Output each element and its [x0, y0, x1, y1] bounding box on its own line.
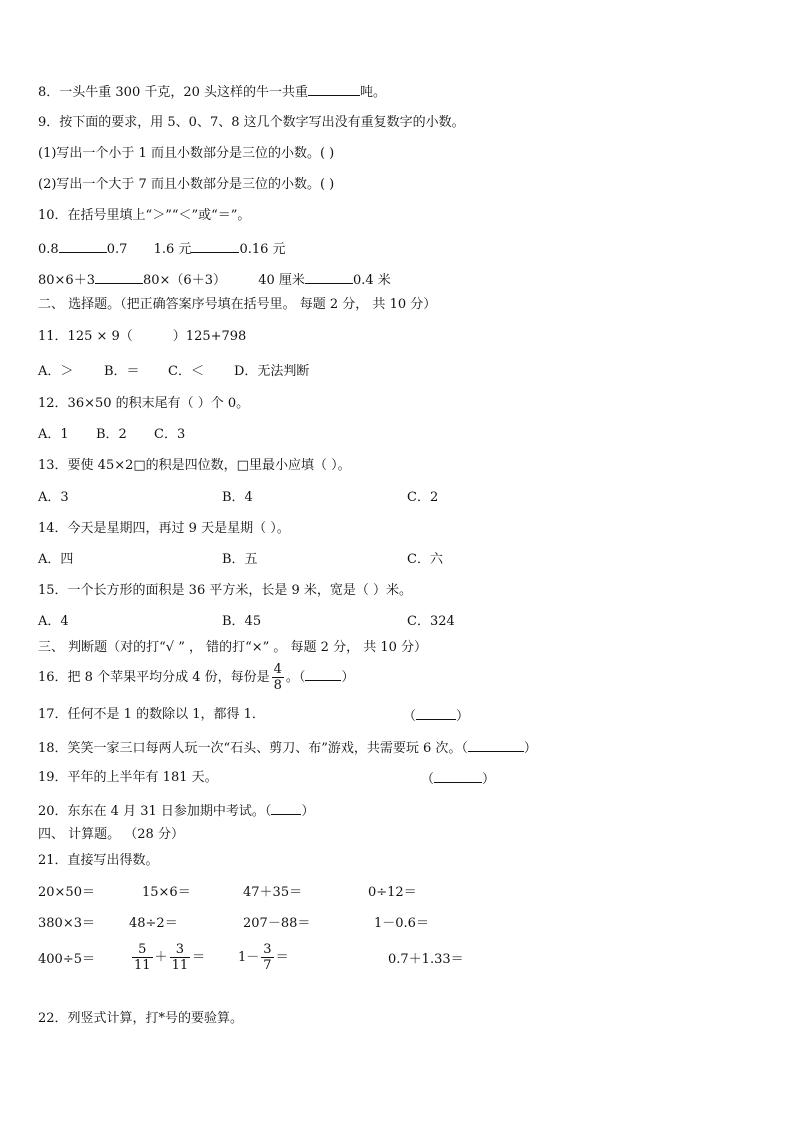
operand: 1－ — [238, 950, 260, 965]
calc-item: 48÷2＝ — [129, 916, 178, 931]
fraction — [170, 942, 191, 973]
fraction-numerator: 5 — [138, 942, 147, 957]
option-d[interactable]: D．无法判断 — [234, 364, 310, 379]
operator: ＋ — [154, 950, 168, 965]
question-11-stem-a: 11．125 × 9（ — [38, 329, 133, 344]
calc-item: 380×3＝ — [38, 916, 95, 931]
option-c[interactable]: C．2 — [407, 490, 439, 505]
close-paren: ） — [456, 709, 470, 724]
calc-item: 0.7＋1.33＝ — [388, 952, 464, 967]
open-paren: （ — [403, 709, 417, 724]
section-4-title: 四、 计算题。 （28 分） — [38, 827, 184, 842]
question-16-tail: 。（ — [285, 670, 306, 685]
calc-item: 400÷5＝ — [38, 952, 95, 967]
question-20-stem: 20．东东在 4 月 31 日参加期中考试。（ — [38, 804, 272, 819]
compare-left: 0.8 — [38, 242, 59, 257]
answer-blank[interactable] — [308, 83, 360, 96]
question-16 — [38, 662, 354, 694]
option-c[interactable]: C．六 — [407, 552, 443, 567]
fraction-numerator: 3 — [175, 942, 184, 957]
close-paren: ） — [341, 670, 355, 685]
question-21-stem: 21．直接写出得数。 — [38, 853, 159, 868]
compare-blank[interactable] — [191, 240, 239, 253]
question-16-stem: 16．把 8 个苹果平均分成 4 份，每份是 — [38, 670, 270, 685]
option-b[interactable]: B．＝ — [104, 364, 140, 379]
section-2-title: 二、 选择题。（把正确答案序号填在括号里。 每题 2 分， 共 10 分） — [38, 297, 437, 312]
calc-item-fraction-diff — [238, 938, 289, 978]
compare-blank[interactable] — [305, 271, 353, 284]
question-9-sub-1: (1)写出一个小于 1 而且小数部分是三位的小数。( ) — [38, 146, 335, 161]
compare-left: 1.6 元 — [153, 242, 192, 257]
question-10-row-1 — [38, 240, 286, 258]
question-9-stem: 9．按下面的要求，用 5、0、7、8 这几个数字写出没有重复数字的小数。 — [38, 115, 465, 130]
close-paren: ） — [482, 772, 496, 787]
question-20 — [38, 802, 314, 820]
calc-item: 1－0.6＝ — [374, 916, 429, 931]
question-14-stem: 14．今天是星期四，再过 9 天是星期（ ）。 — [38, 521, 290, 536]
fraction-numerator: 3 — [263, 942, 272, 957]
equals: ＝ — [275, 950, 289, 965]
equals: ＝ — [192, 950, 206, 965]
question-22-stem: 22．列竖式计算，打*号的要验算。 — [38, 1011, 244, 1026]
option-c[interactable]: C．＜ — [168, 364, 204, 379]
compare-right: 0.16 元 — [239, 242, 286, 257]
section-3-title: 三、 判断题（对的打“√ ” ， 错的打“×” 。 每题 2 分， 共 10 分） — [38, 640, 428, 655]
fraction-denominator: 8 — [273, 678, 282, 693]
question-19-answer — [421, 770, 495, 788]
fraction — [272, 662, 284, 693]
question-8-text: 8．一头牛重 300 千克，20 头这样的牛一共重 — [38, 85, 309, 100]
fraction-denominator: 11 — [134, 958, 151, 973]
compare-right: 0.7 — [106, 242, 128, 257]
option-a[interactable]: A．＞ — [38, 364, 74, 379]
answer-blank[interactable] — [271, 802, 301, 815]
question-15-stem: 15．一个长方形的面积是 36 平方米，长是 9 米，宽是（ ）米。 — [38, 583, 413, 598]
question-18-stem: 18．笑笑一家三口每两人玩一次“石头、剪刀、布”游戏，共需要玩 6 次。（ — [38, 741, 468, 756]
option-a[interactable]: A．4 — [38, 614, 69, 629]
option-c[interactable]: C．3 — [154, 427, 186, 442]
calc-item: 0÷12＝ — [368, 885, 417, 900]
option-b[interactable]: B．45 — [222, 614, 262, 629]
question-10-row-2 — [38, 271, 391, 289]
calc-item: 20×50＝ — [38, 885, 95, 900]
question-11-stem-b: ）125+798 — [172, 329, 247, 344]
calc-item: 15×6＝ — [142, 885, 191, 900]
question-18 — [38, 739, 537, 757]
question-8-unit: 吨。 — [360, 85, 387, 100]
question-12-stem: 12．36×50 的积末尾有（ ）个 0。 — [38, 396, 250, 411]
fraction-numerator: 4 — [273, 662, 282, 677]
question-17-stem: 17．任何不是 1 的数除以 1，都得 1． — [38, 707, 265, 722]
option-a[interactable]: A．四 — [38, 552, 74, 567]
calc-item-fraction-sum — [130, 938, 205, 978]
fraction — [132, 942, 153, 973]
answer-blank[interactable] — [468, 739, 524, 752]
option-b[interactable]: B．4 — [222, 490, 253, 505]
question-17-answer — [403, 707, 469, 725]
compare-right: 0.4 米 — [352, 273, 391, 288]
fraction-denominator: 11 — [171, 958, 189, 973]
question-13-stem: 13．要使 45×2□的积是四位数，□里最小应填（ ）。 — [38, 458, 351, 473]
calc-item: 47＋35＝ — [243, 885, 303, 900]
option-b[interactable]: B．2 — [96, 427, 127, 442]
question-10-stem: 10．在括号里填上“＞”“＜”或“＝”。 — [38, 208, 251, 223]
answer-blank[interactable] — [416, 707, 456, 720]
option-a[interactable]: A．3 — [38, 490, 69, 505]
close-paren: ） — [523, 741, 537, 756]
question-11-stem — [38, 329, 246, 345]
question-9-sub-2: (2)写出一个大于 7 而且小数部分是三位的小数。( ) — [38, 177, 335, 192]
compare-blank[interactable] — [95, 271, 143, 284]
question-19-stem: 19．平年的上半年有 181 天。 — [38, 770, 218, 785]
compare-left: 40 厘米 — [258, 273, 305, 288]
question-8 — [38, 83, 386, 101]
compare-right: 80×（6＋3） — [142, 273, 226, 288]
fraction-denominator: 7 — [263, 958, 272, 973]
option-b[interactable]: B．五 — [222, 552, 258, 567]
compare-left: 80×6＋3 — [38, 273, 95, 288]
close-paren: ） — [301, 804, 315, 819]
answer-blank[interactable] — [305, 668, 341, 681]
answer-blank[interactable] — [434, 770, 482, 783]
compare-blank[interactable] — [59, 240, 107, 253]
fraction — [261, 942, 273, 973]
calc-item: 207－88＝ — [243, 916, 311, 931]
option-c[interactable]: C．324 — [407, 614, 455, 629]
option-a[interactable]: A．1 — [38, 427, 69, 442]
open-paren: （ — [421, 772, 435, 787]
